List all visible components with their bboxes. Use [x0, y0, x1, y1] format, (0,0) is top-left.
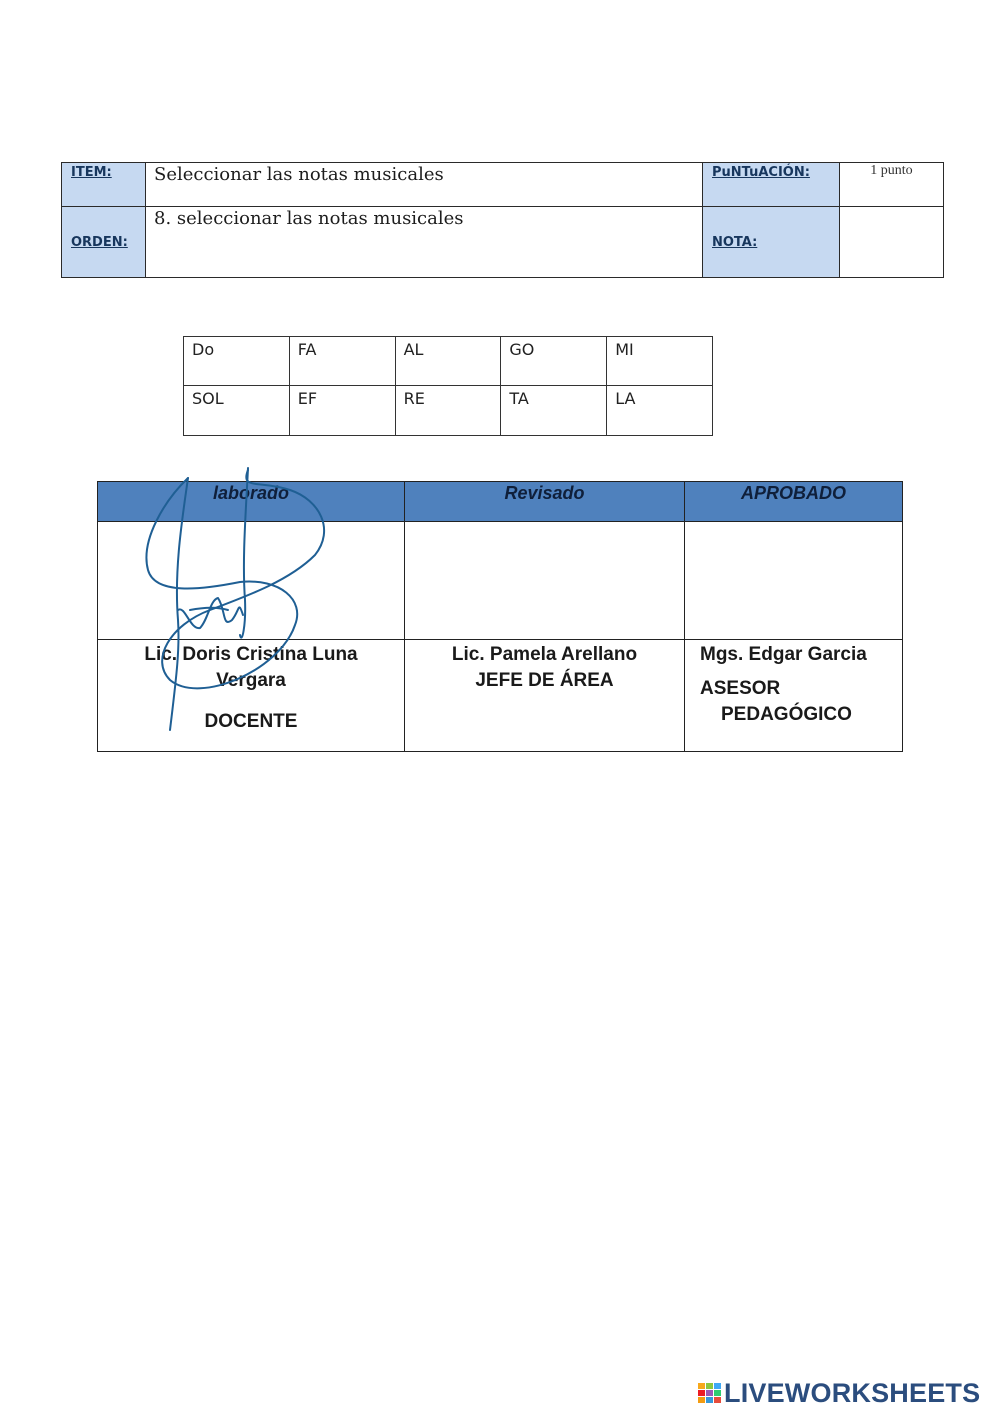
signer-name: Vergara	[216, 670, 286, 691]
note-cell[interactable]: RE	[395, 386, 501, 436]
score-label: PuNTuACIÓN:	[703, 163, 840, 207]
signature-space-docente	[98, 522, 405, 640]
signer-role: JEFE DE ÁREA	[475, 670, 614, 691]
signer-asesor	[685, 640, 903, 752]
note-cell[interactable]: SOL	[184, 386, 290, 436]
header-aprobado: APROBADO	[685, 482, 903, 522]
note-cell[interactable]: LA	[607, 386, 713, 436]
note-cell[interactable]: MI	[607, 337, 713, 386]
order-value: 8. seleccionar las notas musicales	[146, 207, 703, 278]
liveworksheets-logo-icon	[698, 1381, 722, 1405]
grade-value[interactable]	[840, 207, 944, 278]
note-cell[interactable]: Do	[184, 337, 290, 386]
signer-name: Lic. Pamela Arellano	[451, 644, 638, 665]
signature-space-asesor	[685, 522, 903, 640]
header-revisado: Revisado	[405, 482, 685, 522]
item-value: Seleccionar las notas musicales	[146, 163, 703, 207]
signer-role: DOCENTE	[204, 711, 298, 732]
notes-grid	[183, 336, 713, 436]
signer-name: Lic. Doris Cristina Luna	[144, 644, 358, 665]
note-cell[interactable]: GO	[501, 337, 607, 386]
order-label: ORDEN:	[62, 207, 146, 278]
signer-name: Mgs. Edgar Garcia	[700, 644, 867, 665]
item-label: ITEM:	[62, 163, 146, 207]
note-cell[interactable]: TA	[501, 386, 607, 436]
grade-label: NOTA:	[703, 207, 840, 278]
score-value: 1 punto	[840, 163, 944, 207]
header-table	[61, 162, 944, 278]
signer-role: ASESOR	[700, 678, 781, 699]
note-cell[interactable]: FA	[289, 337, 395, 386]
signer-jefe	[405, 640, 685, 752]
note-cell[interactable]: EF	[289, 386, 395, 436]
signer-docente	[98, 640, 405, 752]
note-cell[interactable]: AL	[395, 337, 501, 386]
brand-text: LIVEWORKSHEETS	[724, 1378, 981, 1408]
signature-table	[97, 481, 903, 752]
signature-space-jefe	[405, 522, 685, 640]
header-elaborado: laborado	[98, 482, 405, 522]
signer-role: PEDAGÓGICO	[721, 704, 852, 725]
liveworksheets-brand	[698, 1378, 980, 1408]
